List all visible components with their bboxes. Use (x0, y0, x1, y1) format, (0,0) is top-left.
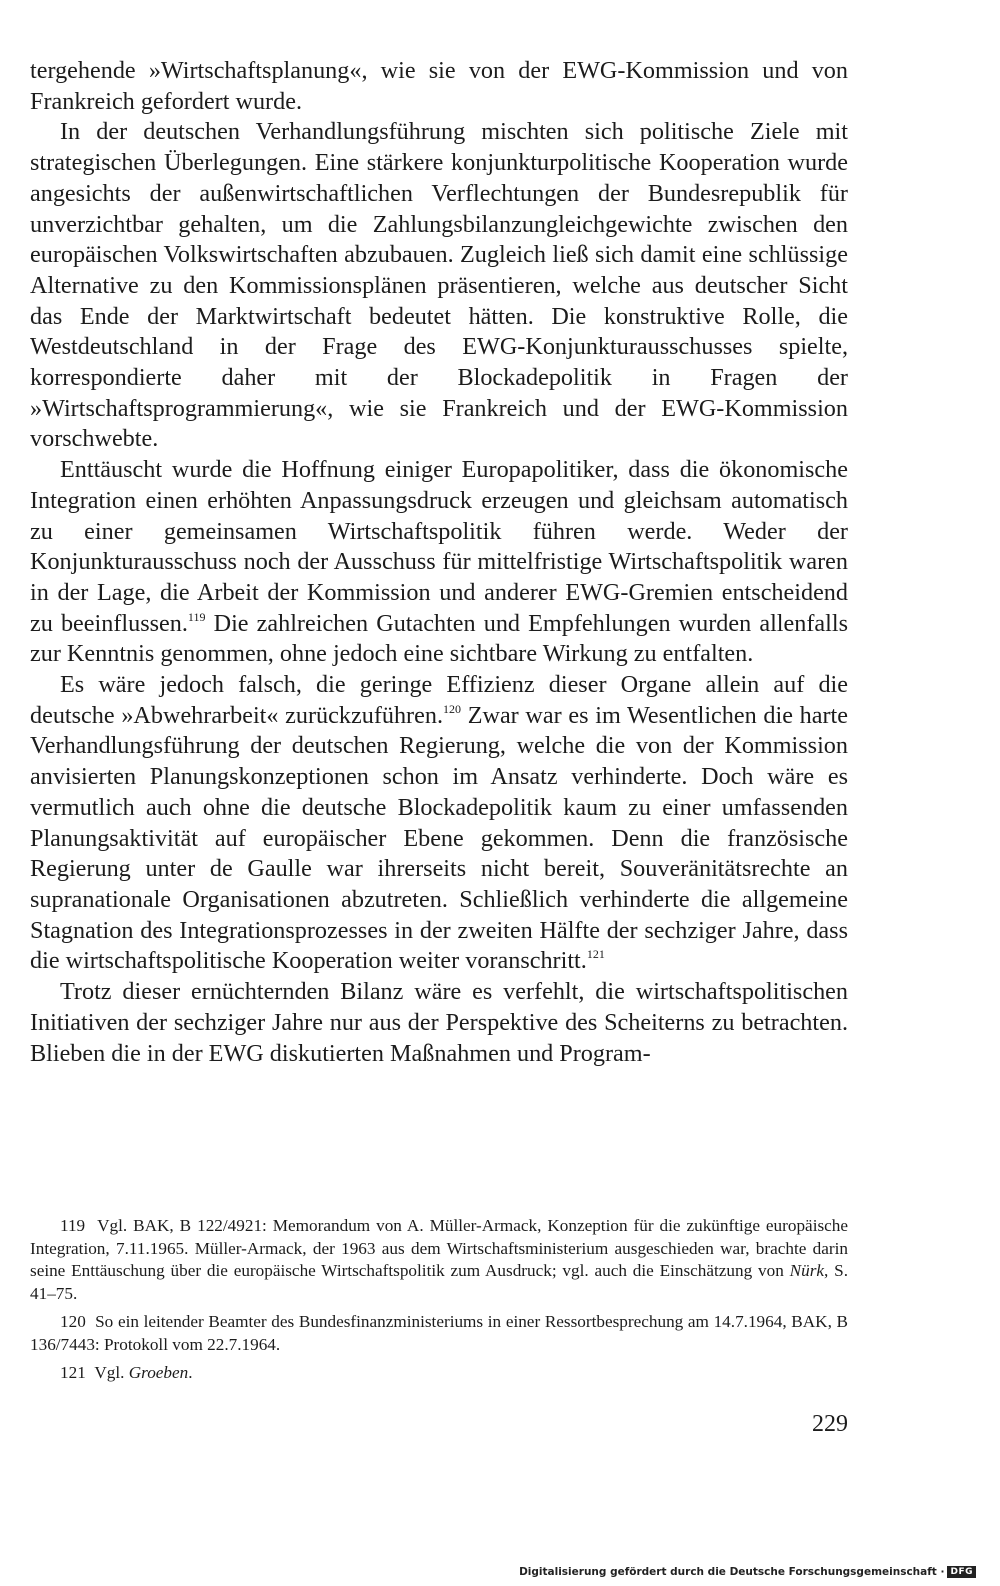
footnote-author: Groeben (128, 1363, 189, 1382)
footnote-text: , S. 41–75. (30, 1261, 848, 1303)
footnote-marker: 121 (586, 947, 605, 962)
text-segment: Zwar war es im Wesentlichen die harte Verhandlungsführung der deutschen Regierung, welche die von der Kommission anvisierten Planungskonzeptionen schon im Ansatz verhinderte. Doch wäre es vermutlich auch ohne die deutsche Blockadepolitik kaum zu einer umfassenden Planungsaktivität auf europäischer Ebene gekommen. Denn die französische Regierung unter de Gaulle war ihrerseits nicht bereit, Souveränitätsrechte an supranationale Organisationen abzutreten. Schließlich verhinderte die allgemeine Stagnation des Integrationsprozesses in der zweiten Hälfte der sechziger Jahre, dass die wirtschaftspolitische Kooperation weiter voranschritt. (30, 701, 848, 975)
paragraph (30, 977, 848, 1069)
footnote-text: So ein leitender Beamter des Bundesfinanzministeriums in einer Ressortbesprechung am 14.7.1964, BAK, B 136/7443: Protokoll vom 22.7.1964. (30, 1312, 849, 1354)
footnote (30, 1362, 848, 1385)
footnote-author: Nürk (789, 1261, 825, 1280)
footnote-text: Vgl. BAK, B 122/4921: Memorandum von A. Müller-Armack, Konzeption für die zukünftige europäische Integration, 7.11.1965. Müller-Armack, der 1963 aus dem Wirtschaftsministerium ausgeschieden war, brachte darin seine Enttäuschung über die europäische Wirtschaftspolitik zum Ausdruck; vgl. auch die Einschätzung von (30, 1216, 849, 1280)
footnote-number: 119 (60, 1216, 86, 1235)
credit-text: Digitalisierung gefördert durch die Deutsche Forschungsgemeinschaft · (519, 1566, 945, 1578)
paragraph (30, 56, 848, 117)
body-text (30, 56, 848, 1069)
text-segment: Enttäuscht wurde die Hoffnung einiger Europapolitiker, dass die ökonomische Integration einen erhöhten Anpassungsdruck erzeugen und gleichsam automatisch zu einer gemeinsamen Wirtschaftspolitik führen werde. Weder der Konjunkturausschuss noch der Ausschuss für mittelfristige Wirtschaftspolitik waren in der Lage, die Arbeit der Kommission und anderer EWG-Gremien entscheidend zu beeinflussen. (30, 456, 848, 637)
footnote (30, 1215, 848, 1305)
text-segment: tergehende »Wirtschaftsplanung«, wie sie von der EWG-Kommission und von Frankreich gefordert wurde. (30, 57, 848, 115)
dfg-logo: DFG (947, 1566, 976, 1578)
paragraph (30, 670, 848, 977)
text-segment: In der deutschen Verhandlungsführung mischten sich politische Ziele mit strategischen Überlegungen. Eine stärkere konjunkturpolitische Kooperation wurde angesichts der außenwirtschaftlichen Verflechtungen der Bundesrepublik für unverzichtbar gehalten, um die Zahlungsbilanzungleichgewichte zwischen den europäischen Volkswirtschaften abzubauen. Zugleich ließ sich damit eine schlüssige Alternative zu den Kommissionsplänen präsentieren, welche aus deutscher Sicht das Ende der Marktwirtschaft bedeutet hätten. Die konstruktive Rolle, die Westdeutschland in der Frage des EWG-Konjunkturausschusses spielte, korrespondierte daher mit der Blockadepolitik in Fragen der »Wirtschaftsprogrammierung«, wie sie Frankreich und der EWG-Kommission vorschwebte. (30, 118, 848, 453)
text-segment: Es wäre jedoch falsch, die geringe Effizienz dieser Organe allein auf die deutsche »Abwehrarbeit« zurückzuführen. (30, 671, 848, 729)
footnote-marker: 119 (187, 609, 206, 624)
footnote (30, 1311, 848, 1356)
text-segment: Die zahlreichen Gutachten und Empfehlungen wurden allenfalls zur Kenntnis genommen, ohne jedoch eine sichtbare Wirkung zu entfalten. (30, 609, 848, 668)
text-segment: Trotz dieser ernüchternden Bilanz wäre es verfehlt, die wirtschaftspolitischen Initiativen der sechziger Jahre nur aus der Perspektive des Scheiterns zu betrachten. Blieben die in der EWG diskutierten Maßnahmen und Program- (30, 978, 848, 1067)
footnote-text: Vgl. (94, 1363, 129, 1382)
footnote-marker: 120 (443, 701, 461, 716)
paragraph (30, 455, 848, 670)
footnote-text: . (188, 1363, 193, 1382)
footnotes (30, 1215, 848, 1391)
footnote-number: 121 (60, 1363, 86, 1382)
page-number: 229 (812, 1411, 848, 1437)
paragraph (30, 117, 848, 455)
digitization-credit (519, 1566, 976, 1578)
footnote-number: 120 (60, 1312, 86, 1331)
